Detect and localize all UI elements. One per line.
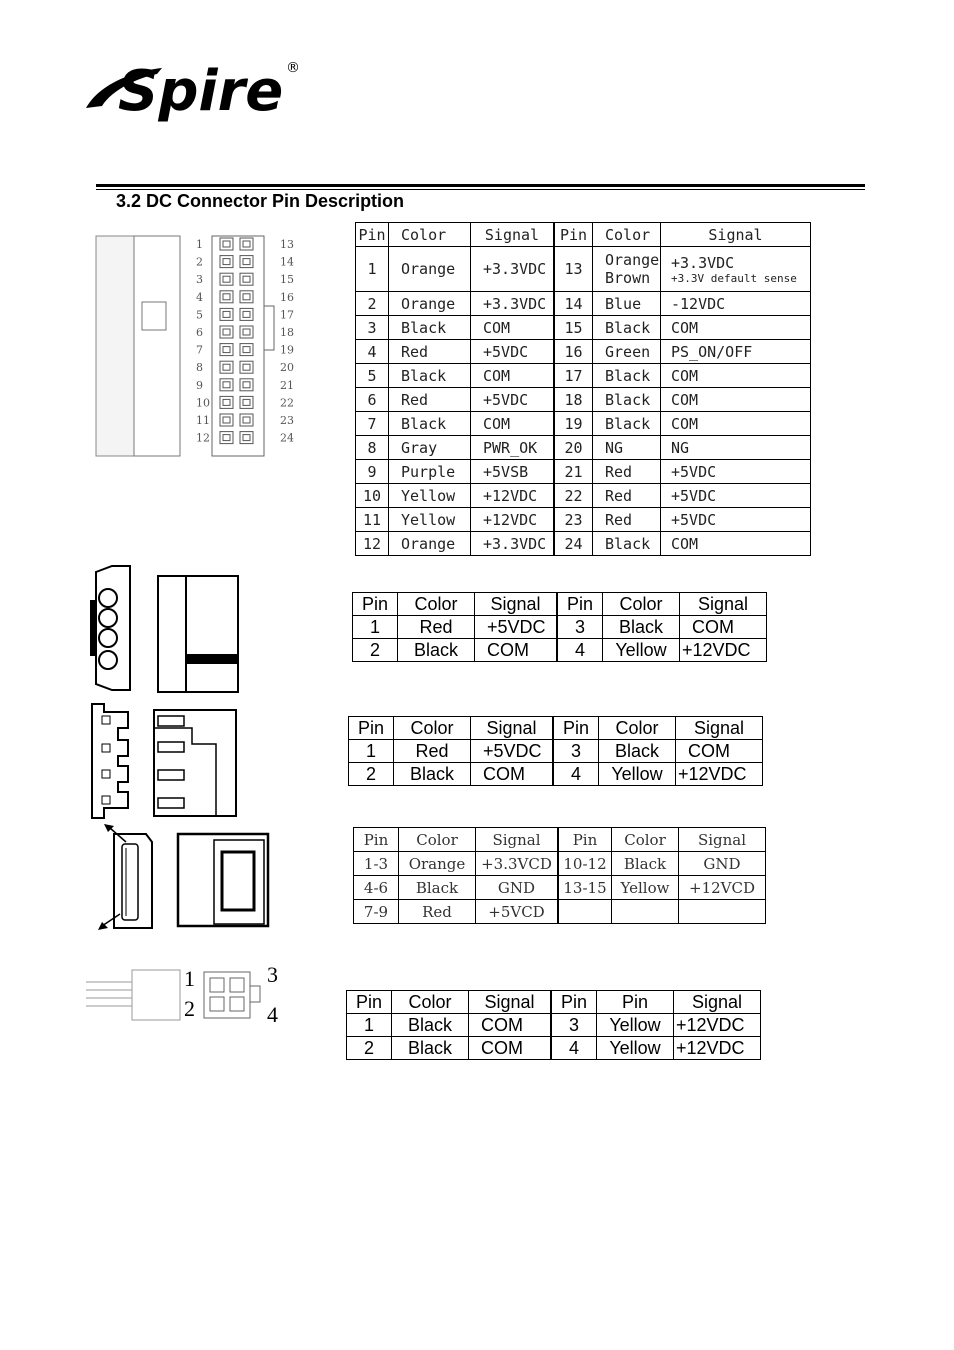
header-cell: Pin (354, 828, 399, 852)
table-row (354, 852, 766, 876)
pin-number: 14 (280, 255, 294, 269)
signal-cell: +3.3VCD (476, 852, 559, 876)
header-cell: Pin (558, 828, 612, 852)
pin-cell: 13-15 (558, 876, 612, 900)
pin-cell: 14 (554, 292, 593, 316)
header-cell: Pin (353, 593, 398, 616)
table-row (356, 316, 811, 340)
signal-cell: +12VDC (471, 508, 555, 532)
color-cell: NG (593, 436, 661, 460)
p4-pinout-table (346, 990, 761, 1060)
pin-socket (240, 414, 253, 426)
table-row (354, 876, 766, 900)
header-cell: Color (599, 717, 676, 740)
pin-socket (240, 238, 253, 250)
signal-cell: -12VDC (661, 292, 811, 316)
signal-cell: +5VDC (661, 460, 811, 484)
sata-connector-diagram (94, 822, 274, 934)
color-cell: Red (593, 460, 661, 484)
pin-socket (220, 396, 233, 408)
signal-cell: +5VDC (475, 616, 558, 639)
pin-socket (220, 238, 233, 250)
pin-socket (220, 414, 233, 426)
pin-number: 24 (280, 431, 294, 445)
pin-number: 17 (280, 308, 294, 322)
pin-socket (220, 291, 233, 303)
header-cell: Pin (597, 991, 674, 1014)
signal-cell: COM (471, 316, 555, 340)
pin-socket (240, 432, 253, 444)
header-cell: Pin (349, 717, 394, 740)
color-cell: Blue (593, 292, 661, 316)
pin-cell: 24 (554, 532, 593, 556)
pin-cell: 4 (356, 340, 389, 364)
pin-cell: 17 (554, 364, 593, 388)
pin-socket (240, 308, 253, 320)
pin-label: 1 (184, 966, 195, 991)
signal-cell: COM (471, 412, 555, 436)
signal-cell: +3.3VDC (471, 532, 555, 556)
table-row (353, 639, 767, 662)
pin-cell: 10 (356, 484, 389, 508)
table-row (349, 740, 763, 763)
header-cell: Signal (679, 828, 766, 852)
pin-cell: 7 (356, 412, 389, 436)
pin-cell: 10-12 (558, 852, 612, 876)
color-cell: Red (398, 616, 475, 639)
color-cell: Black (392, 1014, 469, 1037)
peripheral-connector-diagram (88, 564, 248, 696)
pin-cell: 19 (554, 412, 593, 436)
pin-cell: 16 (554, 340, 593, 364)
color-cell: Red (389, 388, 471, 412)
signal-cell: COM (475, 639, 558, 662)
color-cell: Black (398, 639, 475, 662)
signal-cell: COM (661, 532, 811, 556)
header-cell: Pin (551, 991, 597, 1014)
pin-socket (240, 256, 253, 268)
pin-number: 3 (196, 273, 203, 287)
color-cell: Green (593, 340, 661, 364)
color-cell: Yellow (612, 876, 679, 900)
pin-number: 19 (280, 343, 294, 357)
signal-note: +3.3V default sense (671, 271, 797, 285)
signal-cell: COM (471, 364, 555, 388)
pin-cell: 4 (553, 763, 599, 786)
signal-cell: GND (679, 852, 766, 876)
color-cell: Yellow (603, 639, 680, 662)
pin-label: 4 (267, 1002, 278, 1027)
signal-cell: COM (471, 763, 554, 786)
pin-cell: 9 (356, 460, 389, 484)
registered-mark: ® (286, 60, 300, 76)
pin-cell: 2 (356, 292, 389, 316)
pin-socket (240, 396, 253, 408)
table-header-row (356, 223, 811, 247)
table-row (356, 388, 811, 412)
pin-cell: 22 (554, 484, 593, 508)
pin-socket (240, 326, 253, 338)
pin-number: 23 (280, 414, 294, 427)
color-cell: Black (593, 532, 661, 556)
signal-cell: PS_ON/OFF (661, 340, 811, 364)
header-cell: Pin (554, 223, 593, 247)
signal-cell: NG (661, 436, 811, 460)
pin-number: 21 (280, 378, 294, 392)
signal-cell: +12VDC (676, 763, 763, 786)
header-cell: Color (593, 223, 661, 247)
signal-main: +3.3VDC (671, 253, 735, 272)
signal-cell: +12VDC (471, 484, 555, 508)
table-row (354, 900, 766, 924)
pin-label: 3 (267, 962, 278, 987)
pin-number: 7 (196, 343, 203, 357)
section-title: 3.2 DC Connector Pin Description (116, 191, 405, 211)
header-cell: Color (389, 223, 471, 247)
pin-cell: 1-3 (354, 852, 399, 876)
header-cell: Pin (347, 991, 392, 1014)
signal-cell: +12VDC (674, 1014, 761, 1037)
color-cell: Black (593, 316, 661, 340)
spire-logo (82, 40, 302, 132)
brand-wordmark: Spire (118, 59, 284, 124)
signal-cell: +5VDC (661, 508, 811, 532)
table-row (347, 1037, 761, 1060)
header-cell: Color (392, 991, 469, 1014)
signal-cell: +5VCD (476, 900, 559, 924)
atx-24pin-connector-diagram (94, 234, 304, 460)
signal-cell: COM (661, 388, 811, 412)
pin-number: 4 (196, 290, 203, 304)
pin-cell: 4-6 (354, 876, 399, 900)
color-cell: Black (389, 316, 471, 340)
signal-cell: +5VDC (661, 484, 811, 508)
pin-cell: 2 (347, 1037, 392, 1060)
color-cell: Yellow (389, 508, 471, 532)
pin-cell: 6 (356, 388, 389, 412)
pin-cell (558, 900, 612, 924)
pin-cell: 4 (551, 1037, 597, 1060)
header-cell: Signal (676, 717, 763, 740)
pin-number: 15 (280, 273, 294, 287)
pin-cell: 7-9 (354, 900, 399, 924)
pin-socket (240, 344, 253, 356)
header-rule-thin (96, 189, 865, 190)
header-cell: Pin (356, 223, 389, 247)
table-row (356, 364, 811, 388)
color-cell: Red (389, 340, 471, 364)
pin-cell: 2 (353, 639, 398, 662)
color-cell: Black (389, 412, 471, 436)
pin-cell: 11 (356, 508, 389, 532)
table-row (356, 247, 811, 292)
pin-number: 6 (196, 326, 203, 339)
color-cell: Orange (389, 292, 471, 316)
pin-number: 9 (196, 378, 203, 392)
color-cell: Yellow (389, 484, 471, 508)
pin-cell: 13 (554, 247, 593, 292)
pin-number: 22 (280, 396, 294, 410)
table-row (356, 508, 811, 532)
header-cell: Color (399, 828, 476, 852)
color-cell: Black (593, 364, 661, 388)
table-row (356, 340, 811, 364)
floppy-connector-diagram (88, 700, 243, 822)
signal-cell: COM (661, 364, 811, 388)
header-cell: Color (612, 828, 679, 852)
pin-number: 10 (196, 396, 210, 410)
signal-cell: +5VDC (471, 388, 555, 412)
pin-cell: 2 (349, 763, 394, 786)
color-cell: Orange (389, 532, 471, 556)
pin-number: 16 (280, 290, 294, 304)
color-cell: Gray (389, 436, 471, 460)
pin-socket (240, 273, 253, 285)
pin-number: 12 (196, 431, 210, 445)
floppy-pinout-table (348, 716, 763, 786)
header-cell: Signal (471, 717, 554, 740)
pin-cell: 4 (557, 639, 603, 662)
table-row (356, 460, 811, 484)
color-cell: Black (593, 388, 661, 412)
pin-number: 5 (196, 308, 203, 322)
pin-socket (220, 432, 233, 444)
color-cell: Black (389, 364, 471, 388)
pin-socket (220, 256, 233, 268)
table-row (353, 616, 767, 639)
pin-label: 2 (184, 996, 195, 1021)
table-row (356, 436, 811, 460)
signal-cell: +5VDC (471, 740, 554, 763)
pin-cell: 1 (356, 247, 389, 292)
pin-socket (220, 308, 233, 320)
header-cell: Pin (553, 717, 599, 740)
color-cell: Yellow (599, 763, 676, 786)
color-cell: Red (394, 740, 471, 763)
header-cell: Signal (469, 991, 552, 1014)
pin-cell: 3 (356, 316, 389, 340)
signal-cell: COM (469, 1014, 552, 1037)
signal-cell: PWR_OK (471, 436, 555, 460)
pin-number: 20 (280, 361, 294, 375)
header-cell: Signal (680, 593, 767, 616)
signal-cell: COM (661, 316, 811, 340)
pin-socket (240, 361, 253, 373)
pin-number: 13 (280, 238, 294, 251)
signal-cell: +12VCD (679, 876, 766, 900)
atx-pinout-table (355, 222, 811, 556)
color-cell: Black (392, 1037, 469, 1060)
color-cell: Black (599, 740, 676, 763)
signal-cell: COM (680, 616, 767, 639)
signal-cell (661, 247, 811, 292)
header-cell: Signal (476, 828, 559, 852)
header-rule (96, 184, 865, 187)
signal-cell: COM (469, 1037, 552, 1060)
signal-cell: +3.3VDC (471, 247, 555, 292)
signal-cell: +5VSB (471, 460, 555, 484)
signal-cell: GND (476, 876, 559, 900)
table-row (356, 292, 811, 316)
pin-socket (220, 326, 233, 338)
signal-cell: +12VDC (680, 639, 767, 662)
pin-cell: 3 (557, 616, 603, 639)
color-cell: Red (593, 508, 661, 532)
pin-cell: 21 (554, 460, 593, 484)
pin-cell: 18 (554, 388, 593, 412)
pin-socket (220, 273, 233, 285)
pin-socket (220, 361, 233, 373)
color-cell: Red (593, 484, 661, 508)
pin-socket (240, 379, 253, 391)
header-cell: Pin (557, 593, 603, 616)
pin-cell: 1 (347, 1014, 392, 1037)
color-cell: Black (394, 763, 471, 786)
signal-cell: +5VDC (471, 340, 555, 364)
signal-cell: COM (676, 740, 763, 763)
color-cell: Yellow (597, 1037, 674, 1060)
pin-cell: 3 (551, 1014, 597, 1037)
header-cell: Signal (475, 593, 558, 616)
pin-cell: 20 (554, 436, 593, 460)
signal-cell: +12VDC (674, 1037, 761, 1060)
color-cell: Black (612, 852, 679, 876)
color-cell: Orange Brown (593, 247, 661, 292)
signal-cell: COM (661, 412, 811, 436)
table-row (349, 763, 763, 786)
pin-cell: 23 (554, 508, 593, 532)
peripheral-pinout-table (352, 592, 767, 662)
pin-socket (240, 291, 253, 303)
color-cell: Red (399, 900, 476, 924)
pin-cell: 3 (553, 740, 599, 763)
pin-cell: 15 (554, 316, 593, 340)
header-cell: Color (398, 593, 475, 616)
pin-number: 8 (196, 361, 203, 375)
header-cell: Signal (674, 991, 761, 1014)
color-cell: Black (603, 616, 680, 639)
pin-number: 1 (196, 238, 203, 251)
table-row (356, 412, 811, 436)
pin-socket (220, 344, 233, 356)
color-cell: Yellow (597, 1014, 674, 1037)
pin-cell: 8 (356, 436, 389, 460)
pin-number: 18 (280, 326, 294, 339)
color-cell: Orange (389, 247, 471, 292)
pin-number: 11 (196, 414, 210, 427)
color-cell (612, 900, 679, 924)
sata-pinout-table (353, 827, 766, 924)
color-cell: Orange (399, 852, 476, 876)
color-cell: Black (593, 412, 661, 436)
signal-cell: +3.3VDC (471, 292, 555, 316)
header-cell: Color (603, 593, 680, 616)
header-cell: Color (394, 717, 471, 740)
pin-cell: 5 (356, 364, 389, 388)
pin-number: 2 (196, 255, 203, 269)
pin-cell: 1 (349, 740, 394, 763)
color-cell: Black (399, 876, 476, 900)
signal-cell (679, 900, 766, 924)
pin-cell: 1 (353, 616, 398, 639)
color-cell: Purple (389, 460, 471, 484)
header-cell: Signal (471, 223, 555, 247)
pin-cell: 12 (356, 532, 389, 556)
table-row (356, 532, 811, 556)
table-row (356, 484, 811, 508)
header-cell: Signal (661, 223, 811, 247)
table-row (347, 1014, 761, 1037)
pin-socket (220, 379, 233, 391)
